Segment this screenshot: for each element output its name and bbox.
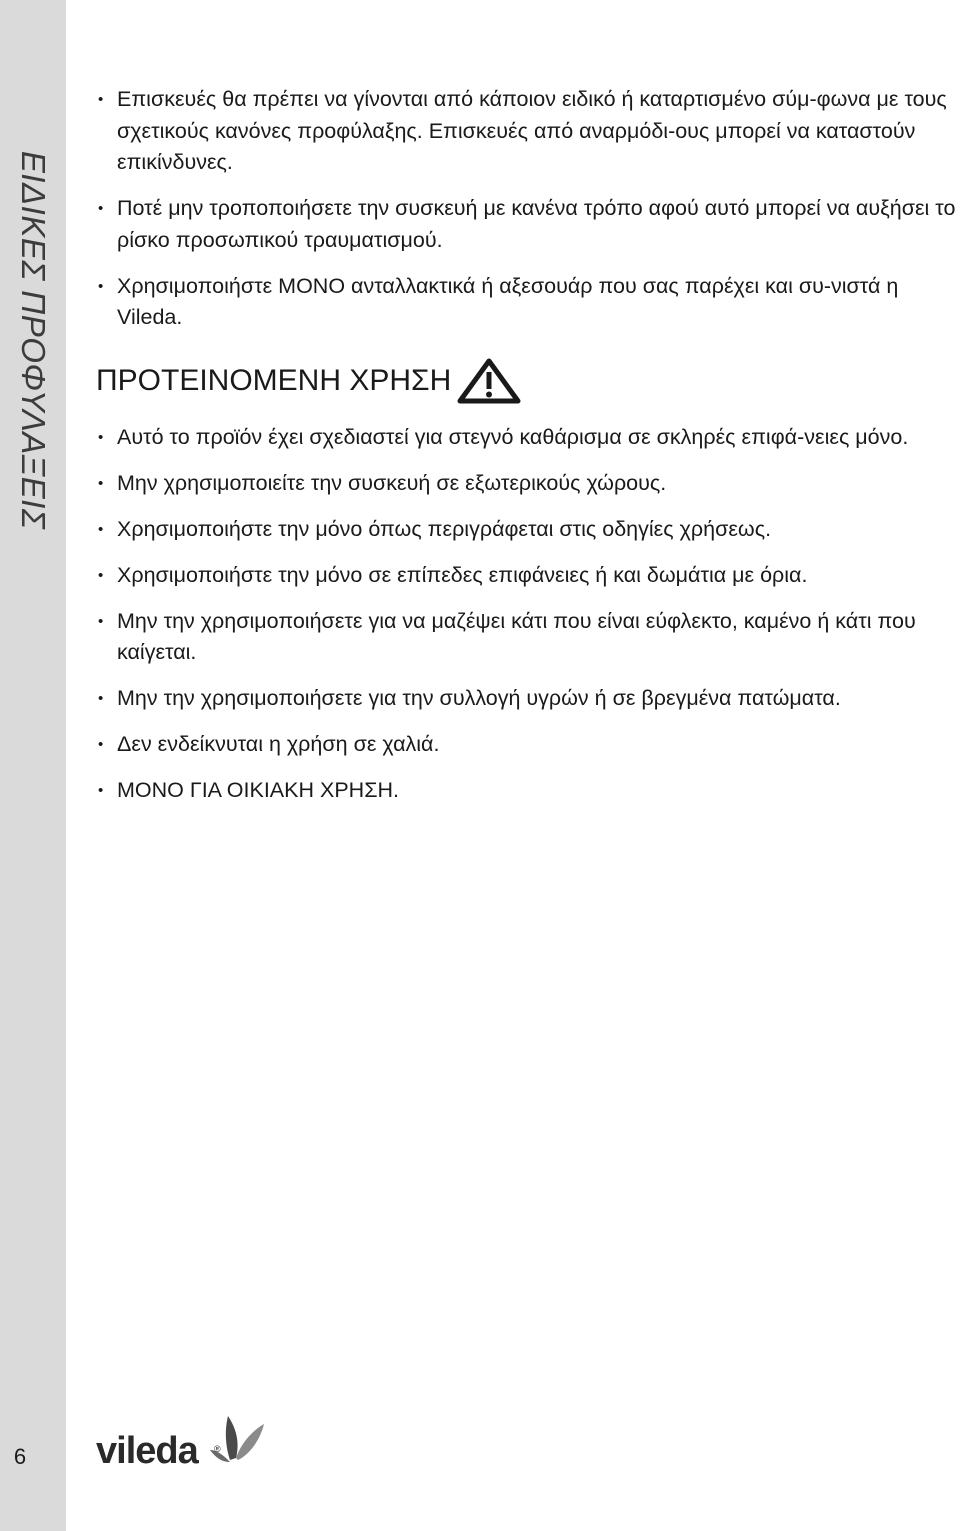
list-item: • Μην την χρησιμοποιήσετε για την συλλογή υγρών ή σε βρεγμένα πατώματα. xyxy=(96,683,958,715)
brand-name: vileda xyxy=(96,1430,198,1472)
list-item: • Χρησιμοποιήστε ΜΟΝΟ ανταλλακτικά ή αξεσουάρ που σας παρέχει και συ-νιστά η Vileda. xyxy=(96,271,958,334)
vileda-logo xyxy=(96,1410,264,1478)
list-item: • Χρησιμοποιήστε την μόνο όπως περιγράφεται στις οδηγίες χρήσεως. xyxy=(96,514,958,546)
page-number: 6 xyxy=(13,1444,27,1469)
list-item: • Αυτό το προϊόν έχει σχεδιαστεί για στεγνό καθάρισμα σε σκληρές επιφά-νειες μόνο. xyxy=(96,422,958,454)
registered-mark: ® xyxy=(214,1444,221,1454)
list-item: • Μην χρησιμοποιείτε την συσκευή σε εξωτερικούς χώρους. xyxy=(96,468,958,500)
section-heading-intended-use xyxy=(96,356,958,406)
section-heading-label: ΠΡΟΤΕΙΝΟΜΕΝΗ ΧΡΗΣΗ xyxy=(96,363,452,397)
main-content xyxy=(96,84,958,821)
warning-triangle-icon xyxy=(457,358,521,404)
list-item: • ΜΟΝΟ ΓΙΑ ΟΙΚΙΑΚΗ ΧΡΗΣΗ. xyxy=(96,775,958,807)
list-item: • Επισκευές θα πρέπει να γίνονται από κάποιον ειδικό ή καταρτισμένο σύμ-φωνα με τους σχετικούς κανόνες προφύλαξης. Επισκευές από αναρμόδι-ους μπορεί να καταστούν επικίνδυνες. xyxy=(96,84,958,179)
list-item: • Μην την χρησιμοποιήσετε για να μαζέψει κάτι που είναι εύφλεκτο, καμένο ή κάτι που καίγεται. xyxy=(96,606,958,669)
list-item: • Ποτέ μην τροποποιήσετε την συσκευή με κανένα τρόπο αφού αυτό μπορεί να αυξήσει το ρίσκο προσωπικού τραυματισμού. xyxy=(96,193,958,256)
sidebar-title: ΕΙΔΙΚΕΣ ΠΡΟΦΥΛΑΞΕΙΣ xyxy=(15,150,52,530)
list-item: • Χρησιμοποιήστε την μόνο σε επίπεδες επιφάνειες ή και δωμάτια με όρια. xyxy=(96,560,958,592)
bird-logo-icon xyxy=(206,1410,266,1466)
intended-use-list xyxy=(96,422,958,807)
sidebar-band xyxy=(0,0,66,1531)
warnings-list xyxy=(96,84,958,334)
list-item: • Δεν ενδείκνυται η χρήση σε χαλιά. xyxy=(96,729,958,761)
